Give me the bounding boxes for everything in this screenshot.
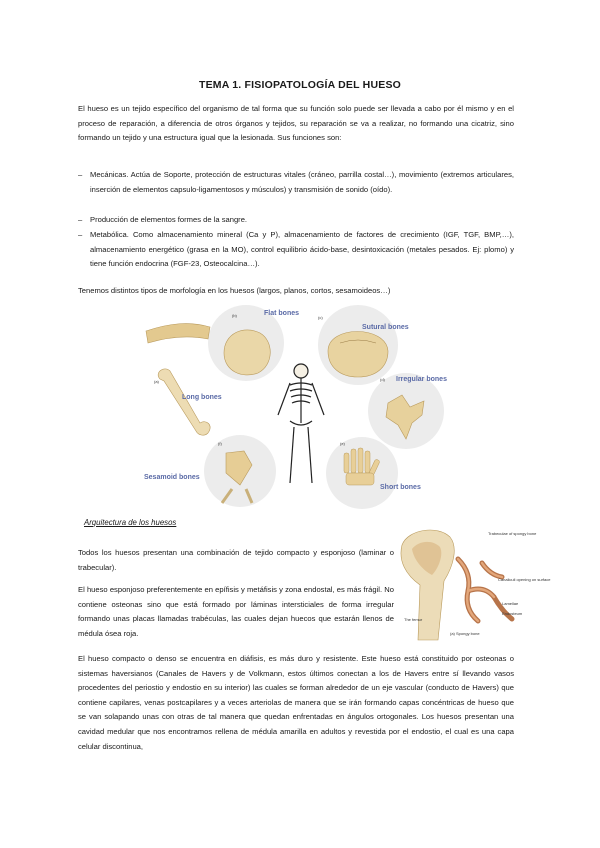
spongy-bone-paragraph: El hueso esponjoso preferentemente en epífisis y metáfisis y zona endostal, es más frágil. No contiene osteonas sino que está formado por láminas intersticiales de forma irregular formando unas placas llamadas trabéculas, las cuales dejan huecos que estarán llenos de médula ósea roja. <box>78 585 394 638</box>
function-text: Mecánicas. Actúa de Soporte, protección de estructuras vitales (cráneo, parrilla costal…), movimiento (extremos articulares, inserción de elementos capsulo-ligamentosos y músculos) y transmisión de sonido (oído). <box>90 170 514 194</box>
skeleton-icon <box>278 364 324 483</box>
irregular-bones-label: Irregular bones <box>396 376 447 383</box>
section-title: Arquitectura de los huesos <box>84 518 177 527</box>
bone-types-figure <box>140 303 462 511</box>
long-bone-icon <box>158 369 210 435</box>
morphology-paragraph: Tenemos distintos tipos de morfología en los huesos (largos, planos, cortos, sesamoideos…) <box>78 286 391 295</box>
bullet-dash: – <box>78 170 83 179</box>
flat-bone-icon <box>224 330 270 375</box>
letter-a: (a) <box>154 379 159 384</box>
letter-b: (b) <box>232 313 237 318</box>
function-item-metabolica <box>78 228 514 272</box>
spongy-bone-caption: (a) Spongy bone <box>450 631 480 636</box>
function-text: Metabólica. Como almacenamiento mineral (Ca y P), almacenamiento de factores de crecimiento (IGF, TGF, BMP,…), almacenamiento energético (grasa en la MO), control equilibrio ácido-base, desintoxicación (metales pesados. Ej: plomo) y tiene función endocrina (FGF-23, Osteocalcina…). <box>90 230 514 269</box>
letter-c: (c) <box>318 315 323 320</box>
trabeculae-label: Trabeculae of spongy bone <box>488 531 537 536</box>
compact-bone-paragraph: El hueso compacto o denso se encuentra en diáfisis, es más duro y resistente. Este hueso está constituido por osteonas o sistemas haversianos (Canales de Havers y de Volkmann, estos últimos conectan a los de Havers entre sí llevando vasos procedentes del periostio y endostio en su interior) las cuales se forman alrededor de un eje vascular (conducto de Havers) que contiene capilares, venas postcapilares y a veces arteriolas de manera que se irán formando capas concéntricas de hueso que se van solapando unas con otras de tal manera que quedan enfrentadas en ángulos ortogonales. Los huesos presentan una cavidad medular que nos encontramos rellena de médula amarilla en adultos y revestida por el endostio, el cual es una capa celular discontinua, <box>78 654 514 751</box>
spongy-bone-figure <box>398 525 551 640</box>
bullet-dash: – <box>78 215 83 224</box>
flat-bones-label: Flat bones <box>264 310 300 317</box>
lamellae-label: Lamellae <box>502 601 519 606</box>
letter-f: (f) <box>218 441 222 446</box>
page-title: TEMA 1. FISIOPATOLOGÍA DEL HUESO <box>198 79 402 91</box>
intro-paragraph: El hueso es un tejido específico del organismo de tal forma que su función solo puede ser llevada a cabo por él mismo y en el proceso de reparación, a diferencia de otros órganos y tejidos, su reparación se va a realizar, no formando una cicatriz, sino formando un tejido y una estructura igual que la lesionada. Sus funciones son: <box>78 104 514 143</box>
function-text: Producción de elementos formes de la sangre. <box>90 215 248 224</box>
skull-bone-icon <box>328 332 388 378</box>
function-item-mecanicas <box>78 168 514 197</box>
canaliculi-label: Canaliculi opening on surface <box>498 577 551 582</box>
bullet-dash: – <box>78 230 83 239</box>
letter-e: (e) <box>340 441 345 446</box>
rib-bone-icon <box>146 324 210 343</box>
sesamoid-bones-label: Sesamoid bones <box>144 474 200 481</box>
architecture-paragraph-1: Todos los huesos presentan una combinación de tejido compacto y esponjoso (laminar o trabecular). <box>78 548 394 572</box>
letter-d: (d) <box>380 377 385 382</box>
long-bones-label: Long bones <box>182 394 222 401</box>
function-item-produccion <box>78 213 514 228</box>
sutural-bones-label: Sutural bones <box>362 324 409 331</box>
short-bones-label: Short bones <box>380 484 421 491</box>
femur-label: The femur <box>404 617 423 622</box>
endosteum-label: Endosteum <box>502 611 523 616</box>
